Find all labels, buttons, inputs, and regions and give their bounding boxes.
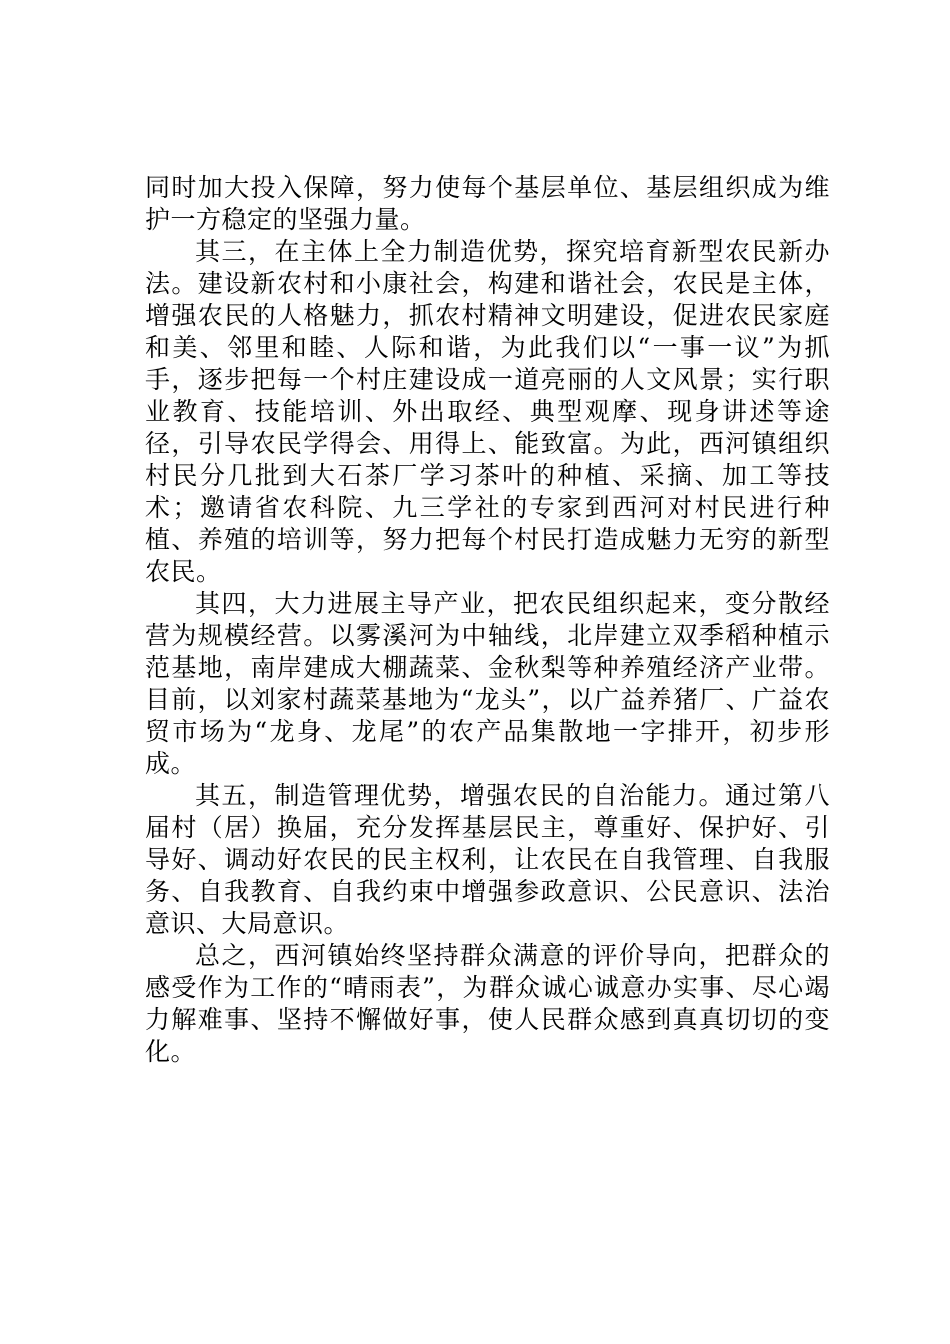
paragraph-2: 其三，在主体上全力制造优势，探究培育新型农民新办法。建设新农村和小康社会，构建和谐社会，农民是主体，增强农民的人格魅力，抓农村精神文明建设，促进农民家庭和美、邻里和睦、人际和谐，为此我们以“一事一议”为抓手，逐步把每一个村庄建设成一道亮丽的人文风景；实行职业教育、技能培训、外出取经、典型观摩、现身讲述等途径，引导农民学得会、用得上、能致富。为此，西河镇组织村民分几批到大石茶厂学习茶叶的种植、采摘、加工等技术；邀请省农科院、九三学社的专家到西河对村民进行种植、养殖的培训等，努力把每个村民打造成魅力无穷的新型农民。 <box>145 237 830 586</box>
paragraph-3: 其四，大力进展主导产业，把农民组织起来，变分散经营为规模经营。以雾溪河为中轴线，北岸建立双季稻种植示范基地，南岸建成大棚蔬菜、金秋梨等种养殖经济产业带。目前，以刘家村蔬菜基地为“龙头”，以广益养猪厂、广益农贸市场为“龙身、龙尾”的农产品集散地一字排开，初步形成。 <box>145 589 830 778</box>
paragraph-5: 总之，西河镇始终坚持群众满意的评价导向，把群众的感受作为工作的“晴雨表”，为群众诚心诚意办实事、尽心竭力解难事、坚持不懈做好事，使人民群众感到真真切切的变化。 <box>145 941 830 1066</box>
paragraph-4: 其五，制造管理优势，增强农民的自治能力。通过第八届村（居）换届，充分发挥基层民主，尊重好、保护好、引导好、调动好农民的民主权利，让农民在自我管理、自我服务、自我教育、自我约束中增强参政意识、公民意识、法治意识、大局意识。 <box>145 781 830 938</box>
document-body <box>145 172 830 1068</box>
paragraph-1: 同时加大投入保障，努力使每个基层单位、基层组织成为维护一方稳定的坚强力量。 <box>145 173 830 234</box>
